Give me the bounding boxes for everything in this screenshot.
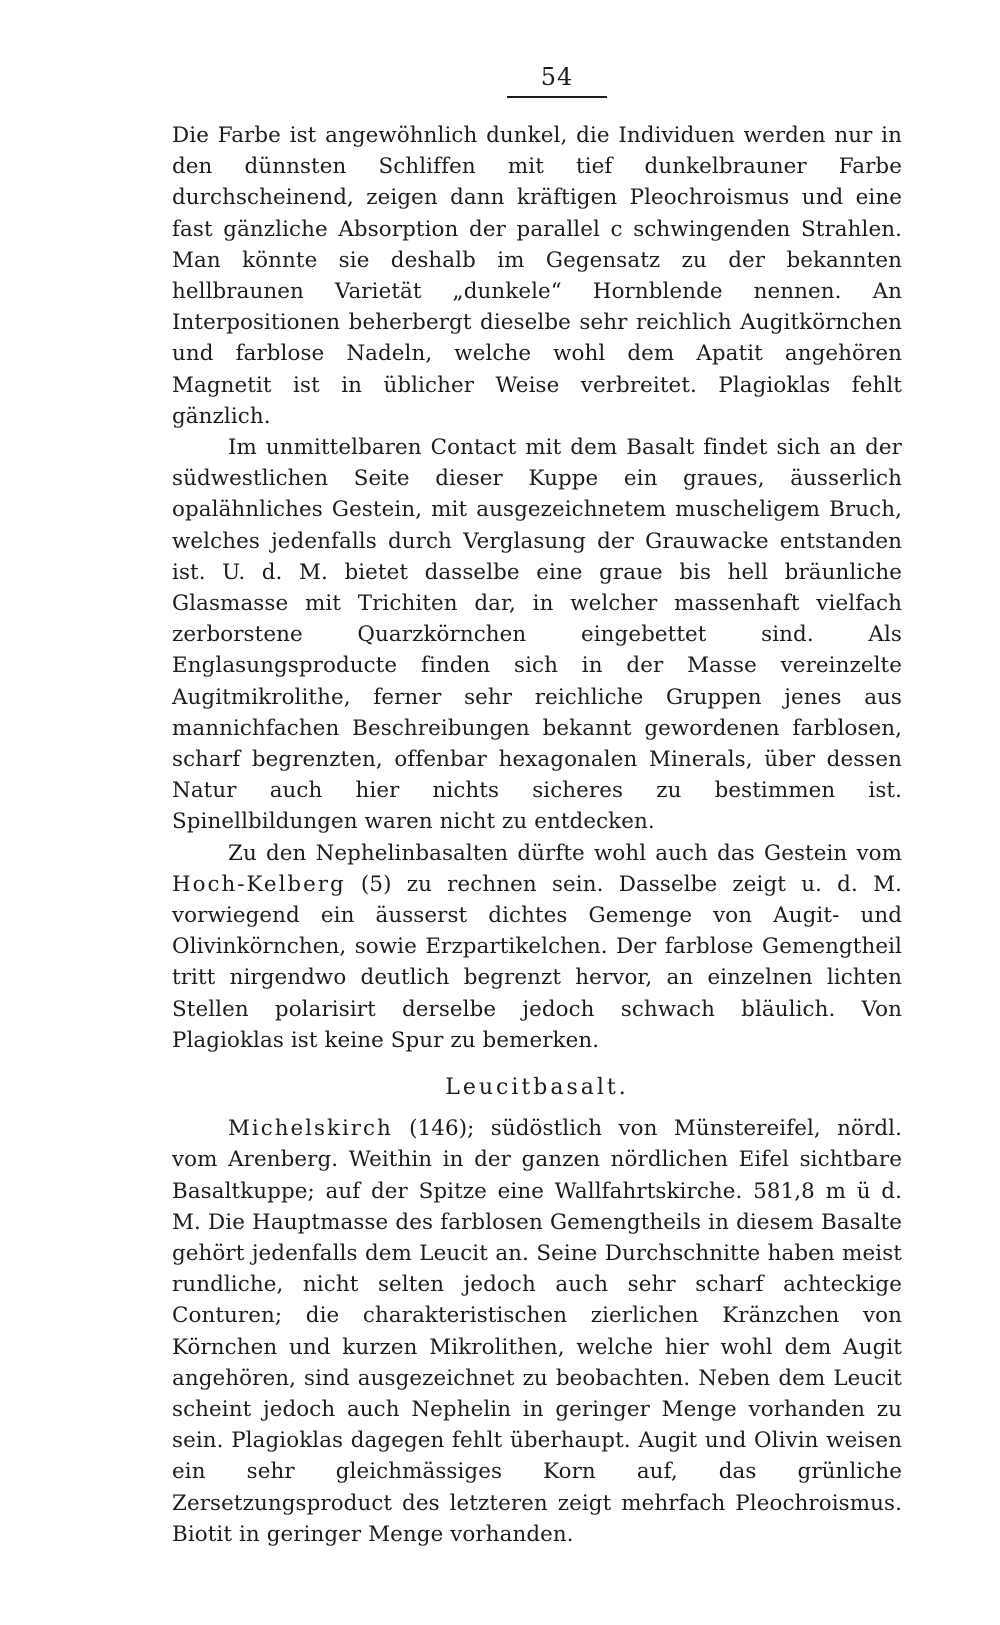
page-number: 54 <box>540 63 574 91</box>
section-heading-leucitbasalt: Leucitbasalt. <box>445 1075 629 1101</box>
place-name-michelskirch: Michelskirch <box>228 1116 393 1142</box>
header-rule <box>507 96 607 98</box>
paragraph-hornblende: Die Farbe ist angewöhnlich dunkel, die Individuen werden nur in den dünnsten Schliffen mit tief dunkelbrauner Farbe durchscheinend, zeigen dann kräftigen Pleochroismus und eine fast gänzliche Absorption der parallel c schwingenden Strahlen. Man könnte sie deshalb im Gegensatz zu der bekannten hellbraunen Varietät „dunkele“ Hornblende nennen. An Interpositionen beherbergt dieselbe sehr reichlich Augitkörnchen und farblose Nadeln, welche wohl dem Apatit angehören Magnetit ist in üblicher Weise verbreitet. Plagioklas fehlt gänzlich. <box>172 123 902 429</box>
paragraph-contact-glass: Im unmittelbaren Contact mit dem Basalt findet sich an der südwestlichen Seite dieser Kuppe ein graues, äusserlich opalähnliches Gestein, mit ausgezeichnetem muscheligem Bruch, welches jedenfalls durch Verglasung der Grauwacke entstanden ist. U. d. M. bietet dasselbe eine graue bis hell bräunliche Glasmasse mit Trichiten dar, in welcher massenhaft vielfach zerborstene Quarzkörnchen eingebettet sind. Als Englasungsproducte finden sich in der Masse vereinzelte Augitmikrolithe, ferner sehr reichliche Gruppen jenes aus mannichfachen Beschreibungen bekannt gewordenen farblosen, scharf begrenzten, offenbar hexagonalen Minerals, über dessen Natur auch hier nichts sicheres zu bestimmen ist. Spinellbildungen waren nicht zu entdecken. <box>172 435 902 835</box>
paragraph-hoch-kelberg <box>172 838 902 1056</box>
paragraph-michelskirch-rest: (146); südöstlich von Münstereifel, nördl. vom Arenberg. Weithin in der ganzen nördlichen Eifel sichtbare Basaltkuppe; auf der Spitze eine Wallfahrtskirche. 581,8 m ü d. M. Die Hauptmasse des farblosen Gemengtheils in diesem Basalte gehört jedenfalls dem Leucit an. Seine Durchschnitte haben meist rundliche, nicht selten jedoch auch sehr scharf achteckige Conturen; die charakteristischen zierlichen Kränzchen von Körnchen und kurzen Mikrolithen, welche hier wohl dem Augit angehören, sind ausgezeichnet zu beobachten. Neben dem Leucit scheint jedoch auch Nephelin in geringer Menge vorhanden zu sein. Plagioklas dagegen fehlt überhaupt. Augit und Olivin weisen ein sehr gleichmässiges Korn auf, das grünliche Zersetzungsproduct des letzteren zeigt mehrfach Pleochroismus. Biotit in geringer Menge vorhanden. <box>172 1116 902 1547</box>
document-page <box>172 62 902 1550</box>
paragraph-michelskirch <box>172 1113 902 1550</box>
place-name-hoch-kelberg: Hoch-Kelberg <box>172 871 346 897</box>
paragraph-hoch-kelberg-lead: Zu den Nephelinbasalten dürfte wohl auch das Gestein vom <box>228 840 902 866</box>
paragraph-hoch-kelberg-rest: (5) zu rechnen sein. Dasselbe zeigt u. d. M. vorwiegend ein äusserst dichtes Gemenge von Augit- und Olivinkörnchen, sowie Erzpartikelchen. Der farblose Gemengtheil tritt nirgendwo deutlich begrenzt hervor, an einzelnen lichten Stellen polarisirt derselbe jedoch schwach bläulich. Von Plagioklas ist keine Spur zu bemerken. <box>172 871 902 1053</box>
